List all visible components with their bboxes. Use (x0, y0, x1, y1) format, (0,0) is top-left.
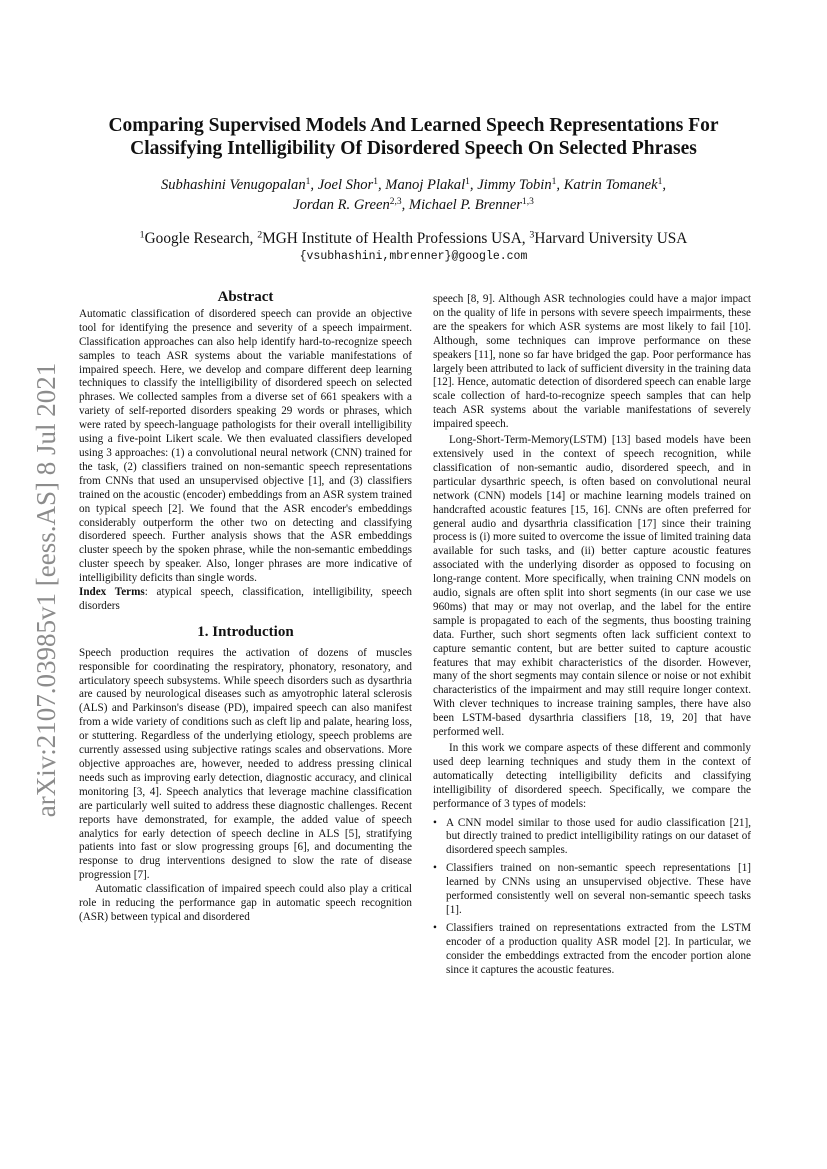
title-line-2: Classifying Intelligibility Of Disordered Speech On Selected Phrases (130, 138, 697, 159)
right-column (433, 293, 751, 978)
list-item: • A CNN model similar to those used for audio classification [21], but directly trained to predict intelligibility ratings on our dataset of disordered speech samples. (433, 817, 751, 859)
model-list (433, 817, 751, 978)
title-line-1: Comparing Supervised Models And Learned Speech Representations For (108, 115, 719, 136)
intro-paragraph-3: Long-Short-Term-Memory(LSTM) [13] based models have been extensively used in the context of speech recognition, while classification of non-semantic audio, disordered speech, and in particular dysarthric speech, is often based on convolutional neural network (CNN) models [14] or machine learning models trained on handcrafted acoustic features [15, 16]. CNNs are often preferred for general audio and dysarthria classification [17] since their training process is (i) more suited to overcome the issue of limited training data available for such tasks, and (ii) better capture acoustic features associated with the underlying disorder as opposed to focusing on long-range content. More specifically, when training CNN models on audio, signals are often split into short segments (in our case we use 960ms) that may or may not overlap, and the label for the entire sample is propagated to each of the segments, thus boosting training data. Further, such short segments often lack sufficient context to capture semantic content, but are better suited to capture acoustic features that may exhibit characteristics of the disorder. However, many of the short segments may contain silence or noise or not exhibit characteristics of the impairment and may still require longer context. With clever techniques to increase training samples, there have also been LSTM-based dysarthria classifiers [18, 19, 20] that have performed well. (433, 434, 751, 739)
introduction-heading: 1. Introduction (197, 623, 294, 640)
author: Subhashini Venugopalan$^1$, (160, 176, 318, 193)
intro-paragraph-2: Automatic classification of impaired speech could also play a critical role in reducing the performance gap in automatic speech recognition (ASR) between typical and disordered (79, 883, 412, 923)
arxiv-identifier: arXiv:2107.03985v1 [eess.AS] 8 Jul 2021 (31, 362, 61, 818)
index-terms (79, 586, 412, 614)
affiliation: $^2$MGH Institute of Health Professions USA, (257, 229, 530, 247)
author: Joel Shor$^1$, (317, 176, 386, 193)
affiliation: $^1$Google Research, (139, 229, 258, 247)
abstract-heading: Abstract (217, 289, 274, 305)
author: Jimmy Tobin$^1$, (477, 176, 564, 193)
author: Katrin Tomanek$^1$, (563, 176, 667, 193)
affiliations (60, 229, 767, 248)
intro-paragraph-1: Speech production requires the activation of dozens of muscles responsible for coordinating the respiratory, phonatory, resonatory, and articulatory speech subsystems. While speech disorders such as dysarthria are caused by neurological diseases such as amyotrophic lateral sclerosis (ALS) and Parkinson's disease (PD), impaired speech can also manifest from a wide variety of conditions such as cleft lip and palate, hearing loss, or stuttering. Regardless of the underlying etiology, speech problems are currently assessed using subjective ratings scales and observations. More objective approaches are, however, needed to address pressing clinical needs such as improving early detection, diagnostic accuracy, and clinical monitoring [3, 4]. Speech analytics that leverage machine classification are particularly well suited to address these diagnostic challenges. Recent reports have demonstrated, for example, the added value of speech analytics for early detection of speech decline in ALS [5], stratifying patients into fast or slow progressing groups [6], and documenting the response to drug interventions designed to slow the rate of disease progression [7]. (79, 646, 412, 882)
author-list (60, 176, 767, 215)
abstract-text: Automatic classification of disordered speech can provide an objective tool for identifying the presence and severity of a speech impairment. Classification approaches can also help identify hard-to-recognize speech samples to teach ASR systems about the variable manifestations of impaired speech. Here, we develop and compare different deep learning techniques to classify the intelligibility of disordered speech on selected phrases. We collected samples from a diverse set of 661 speakers with a variety of self-reported disorders speaking 29 words or phrases, which were rated by speech-language pathologists for their overall intelligibility using a five-point Likert scale. We then evaluated classifiers developed using 3 approaches: (1) a convolutional neural network (CNN) trained for the task, (2) classifiers trained on non-semantic speech representations from CNNs that used an unsupervised objective [1], and (3) classifiers trained on the acoustic (encoder) embeddings from an ASR system trained on typical speech [2]. We found that the ASR encoder's embeddings considerably outperform the other two on detecting and classifying disordered speech. Further analysis shows that the ASR embeddings cluster speech by the spoken phrase, while the non-semantic embeddings cluster speech by speaker. Also, longer phrases are more indicative of intelligibility deficits than single words. (79, 307, 412, 585)
affiliation: $^3$Harvard University USA (529, 229, 688, 247)
author: Jordan R. Green$^{2,3}$, (293, 196, 409, 213)
author: Michael P. Brenner$^{1,3}$ (408, 196, 534, 213)
contact-email: {vsubhashini,mbrenner}@google.com (299, 250, 528, 263)
list-item: • Classifiers trained on non-semantic speech representations [1] learned by CNNs using an unsupervised objective. These have performed consistently well on several non-semantic speech tasks [1]. (433, 862, 751, 918)
intro-paragraph-4: In this work we compare aspects of these different and commonly used deep learning techniques and study them in the context of automatically detecting intelligibility deficits and classifying intelligibility of disordered speech. Specifically, we compare the performance of 3 types of models: (433, 742, 751, 810)
paper-title (60, 114, 767, 160)
intro-paragraph-2-continued: speech [8, 9]. Although ASR technologies could have a major impact on the quality of life in persons with severe speech impairments, these are the speakers for which ASR systems are most likely to fail [10]. Although, some techniques can improve performance on these speakers [11], none so far have bridged the gap. Poor performance has largely been attributed to lack of sufficient diversity in the training data [12]. Hence, automatic detection of disordered speech can enable large scale collection of hard-to-recognize speech samples that can help teach ASR systems about the variable manifestations of severely impaired speech. (433, 293, 751, 431)
author: Manoj Plakal$^1$, (385, 176, 478, 193)
left-column (79, 291, 412, 925)
list-item: • Classifiers trained on representations extracted from the LSTM encoder of a production quality ASR model [2]. In particular, we consider the embeddings extracted from the encoder portion alone since it captures the acoustic features. (433, 922, 751, 978)
index-terms-list: : atypical speech, classification, intelligibility, speech disorders (79, 586, 412, 612)
index-terms-label: Index Terms (79, 586, 145, 599)
